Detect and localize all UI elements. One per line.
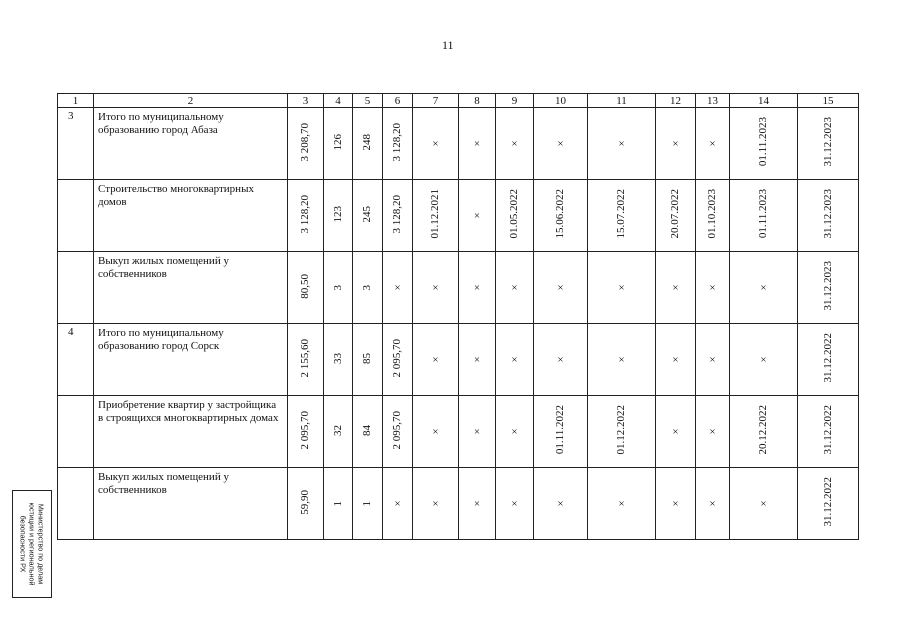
- column-number-12: 12: [656, 94, 696, 108]
- table-cell: [730, 108, 798, 180]
- cell-value: 31.12.2023: [821, 189, 834, 239]
- not-applicable-mark: ×: [618, 137, 625, 150]
- cell-value: 2 155,60: [299, 338, 311, 378]
- table-cell: [534, 396, 588, 468]
- not-applicable-mark: ×: [432, 137, 439, 150]
- not-applicable-mark: ×: [672, 497, 679, 510]
- stamp-line: юстиции и региональной: [27, 502, 37, 586]
- table-cell: [696, 468, 730, 540]
- not-applicable-mark: ×: [511, 281, 518, 294]
- cell-value: 126: [331, 133, 344, 151]
- not-applicable-mark: ×: [432, 497, 439, 510]
- column-number-13: 13: [696, 94, 730, 108]
- table-cell: [798, 468, 859, 540]
- table-cell: [324, 180, 353, 252]
- row-name: Итого по муниципальному образованию город Абаза: [94, 108, 288, 180]
- row-number: [58, 396, 94, 468]
- row-number: [58, 180, 94, 252]
- not-applicable-mark: ×: [709, 425, 716, 438]
- table-cell: [696, 252, 730, 324]
- column-number-10: 10: [534, 94, 588, 108]
- cell-value: 31.12.2022: [821, 477, 834, 527]
- cell-value: 31.12.2022: [821, 405, 834, 455]
- table-cell: [730, 324, 798, 396]
- cell-value: 31.12.2023: [821, 261, 834, 311]
- cell-value: 248: [361, 133, 373, 151]
- not-applicable-mark: ×: [709, 137, 716, 150]
- cell-value: 01.05.2022: [508, 189, 520, 239]
- not-applicable-mark: ×: [618, 281, 625, 294]
- table-cell: [353, 468, 383, 540]
- cell-value: 3: [361, 285, 373, 291]
- column-number-3: 3: [288, 94, 324, 108]
- column-number-1: 1: [58, 94, 94, 108]
- table-cell: [496, 180, 534, 252]
- table-cell: [588, 396, 656, 468]
- table-cell: [798, 396, 859, 468]
- not-applicable-mark: ×: [473, 353, 481, 366]
- table-cell: [496, 468, 534, 540]
- not-applicable-mark: ×: [473, 281, 481, 294]
- table-cell: [413, 468, 459, 540]
- cell-value: 01.11.2023: [757, 117, 769, 167]
- table-cell: [353, 324, 383, 396]
- cell-value: 2 095,70: [299, 410, 311, 450]
- table-cell: [534, 252, 588, 324]
- table-cell: [588, 252, 656, 324]
- table-cell: [534, 468, 588, 540]
- table-row: [58, 324, 859, 396]
- table-cell: [288, 252, 324, 324]
- not-applicable-mark: ×: [557, 353, 564, 366]
- not-applicable-mark: ×: [394, 281, 401, 294]
- row-name: Строительство многоквартирных домов: [94, 180, 288, 252]
- table-cell: [730, 396, 798, 468]
- stamp-line: безопасности РХ: [18, 515, 28, 573]
- column-number-8: 8: [459, 94, 496, 108]
- cell-value: 85: [361, 352, 373, 364]
- table-cell: [459, 108, 496, 180]
- registration-stamp: [12, 490, 52, 598]
- table-row: [58, 468, 859, 540]
- cell-value: 15.07.2022: [615, 189, 627, 239]
- not-applicable-mark: ×: [473, 209, 481, 222]
- table-cell: [534, 108, 588, 180]
- table-cell: [730, 180, 798, 252]
- table-cell: [288, 468, 324, 540]
- cell-value: 3: [331, 285, 344, 291]
- cell-value: 3 128,20: [299, 194, 311, 234]
- cell-value: 31.12.2022: [821, 333, 834, 383]
- not-applicable-mark: ×: [618, 497, 625, 510]
- table-cell: [324, 396, 353, 468]
- column-number-6: 6: [383, 94, 413, 108]
- cell-value: 84: [361, 424, 373, 436]
- table-cell: [459, 252, 496, 324]
- table-cell: [534, 324, 588, 396]
- table-cell: [288, 108, 324, 180]
- table-cell: [288, 180, 324, 252]
- cell-value: 80,50: [299, 273, 311, 299]
- cell-value: 20.12.2022: [757, 405, 769, 455]
- cell-value: 123: [331, 205, 344, 223]
- table-cell: [496, 324, 534, 396]
- cell-value: 01.12.2021: [429, 189, 441, 239]
- table-cell: [459, 468, 496, 540]
- row-name: Приобретение квартир у застройщика в строящихся многоквартирных домах: [94, 396, 288, 468]
- cell-value: 3 208,70: [299, 122, 311, 162]
- row-number: [58, 252, 94, 324]
- header-row: [58, 94, 859, 108]
- table-cell: [496, 396, 534, 468]
- program-table: [57, 93, 859, 540]
- table-row: [58, 108, 859, 180]
- row-number: 4: [58, 324, 94, 396]
- table-cell: [588, 468, 656, 540]
- table-cell: [413, 396, 459, 468]
- table-cell: [353, 180, 383, 252]
- not-applicable-mark: ×: [709, 353, 716, 366]
- not-applicable-mark: ×: [760, 353, 767, 366]
- column-number-15: 15: [798, 94, 859, 108]
- stamp-line: Министерство по делам: [36, 503, 46, 585]
- not-applicable-mark: ×: [672, 425, 679, 438]
- table-cell: [413, 324, 459, 396]
- cell-value: 1: [331, 501, 344, 507]
- not-applicable-mark: ×: [672, 281, 679, 294]
- cell-value: 2 095,70: [391, 338, 403, 378]
- table-cell: [383, 324, 413, 396]
- table-cell: [496, 108, 534, 180]
- cell-value: 31.12.2023: [821, 117, 834, 167]
- not-applicable-mark: ×: [473, 137, 481, 150]
- table-cell: [588, 180, 656, 252]
- column-number-2: 2: [94, 94, 288, 108]
- cell-value: 01.10.2023: [706, 189, 718, 239]
- not-applicable-mark: ×: [511, 137, 518, 150]
- cell-value: 01.11.2022: [554, 405, 566, 455]
- table-row: [58, 252, 859, 324]
- table-cell: [798, 324, 859, 396]
- not-applicable-mark: ×: [432, 281, 439, 294]
- table-cell: [413, 108, 459, 180]
- table-cell: [353, 108, 383, 180]
- column-number-4: 4: [324, 94, 353, 108]
- table-cell: [656, 108, 696, 180]
- table-cell: [730, 252, 798, 324]
- table-cell: [798, 108, 859, 180]
- table-cell: [798, 252, 859, 324]
- table-cell: [413, 180, 459, 252]
- not-applicable-mark: ×: [432, 425, 439, 438]
- page-number: 11: [442, 38, 454, 52]
- not-applicable-mark: ×: [394, 497, 401, 510]
- cell-value: 245: [361, 205, 373, 223]
- cell-value: 15.06.2022: [554, 189, 566, 239]
- table-cell: [383, 180, 413, 252]
- not-applicable-mark: ×: [709, 497, 716, 510]
- table-cell: [656, 324, 696, 396]
- not-applicable-mark: ×: [557, 281, 564, 294]
- table-cell: [383, 468, 413, 540]
- table-cell: [383, 396, 413, 468]
- table-cell: [656, 252, 696, 324]
- column-number-11: 11: [588, 94, 656, 108]
- not-applicable-mark: ×: [473, 497, 481, 510]
- cell-value: 32: [331, 424, 344, 436]
- table-cell: [656, 396, 696, 468]
- row-number: 3: [58, 108, 94, 180]
- table-cell: [324, 468, 353, 540]
- table-cell: [696, 396, 730, 468]
- not-applicable-mark: ×: [760, 497, 767, 510]
- cell-value: 1: [361, 501, 373, 507]
- not-applicable-mark: ×: [432, 353, 439, 366]
- table-row: [58, 180, 859, 252]
- table-cell: [324, 324, 353, 396]
- table-row: [58, 396, 859, 468]
- not-applicable-mark: ×: [511, 425, 518, 438]
- cell-value: 59,90: [299, 489, 311, 515]
- cell-value: 33: [331, 352, 344, 364]
- table-cell: [588, 108, 656, 180]
- table-cell: [696, 324, 730, 396]
- table-cell: [496, 252, 534, 324]
- column-number-9: 9: [496, 94, 534, 108]
- table-cell: [696, 108, 730, 180]
- table-cell: [588, 324, 656, 396]
- table-cell: [383, 108, 413, 180]
- not-applicable-mark: ×: [557, 497, 564, 510]
- column-number-5: 5: [353, 94, 383, 108]
- row-name: Выкуп жилых помещений у собственников: [94, 252, 288, 324]
- table-cell: [288, 324, 324, 396]
- cell-value: 01.11.2023: [757, 189, 769, 239]
- row-name: Итого по муниципальному образованию город Сорск: [94, 324, 288, 396]
- not-applicable-mark: ×: [473, 425, 481, 438]
- stamp-text: [19, 492, 46, 596]
- table-cell: [324, 108, 353, 180]
- table-cell: [534, 180, 588, 252]
- table-cell: [656, 180, 696, 252]
- not-applicable-mark: ×: [557, 137, 564, 150]
- not-applicable-mark: ×: [672, 353, 679, 366]
- cell-value: 01.12.2022: [615, 405, 627, 455]
- not-applicable-mark: ×: [618, 353, 625, 366]
- table-cell: [730, 468, 798, 540]
- cell-value: 20.07.2022: [669, 189, 681, 239]
- not-applicable-mark: ×: [511, 353, 518, 366]
- table-cell: [383, 252, 413, 324]
- not-applicable-mark: ×: [709, 281, 716, 294]
- row-name: Выкуп жилых помещений у собственников: [94, 468, 288, 540]
- not-applicable-mark: ×: [672, 137, 679, 150]
- table-cell: [459, 396, 496, 468]
- row-number: [58, 468, 94, 540]
- table-cell: [459, 324, 496, 396]
- not-applicable-mark: ×: [511, 497, 518, 510]
- table-cell: [324, 252, 353, 324]
- cell-value: 3 128,20: [391, 194, 403, 234]
- cell-value: 2 095,70: [391, 410, 403, 450]
- table-cell: [696, 180, 730, 252]
- column-number-7: 7: [413, 94, 459, 108]
- table-cell: [798, 180, 859, 252]
- table-cell: [656, 468, 696, 540]
- column-number-14: 14: [730, 94, 798, 108]
- cell-value: 3 128,20: [391, 122, 403, 162]
- table-cell: [288, 396, 324, 468]
- not-applicable-mark: ×: [760, 281, 767, 294]
- table-cell: [353, 396, 383, 468]
- table-cell: [459, 180, 496, 252]
- table-cell: [353, 252, 383, 324]
- table-cell: [413, 252, 459, 324]
